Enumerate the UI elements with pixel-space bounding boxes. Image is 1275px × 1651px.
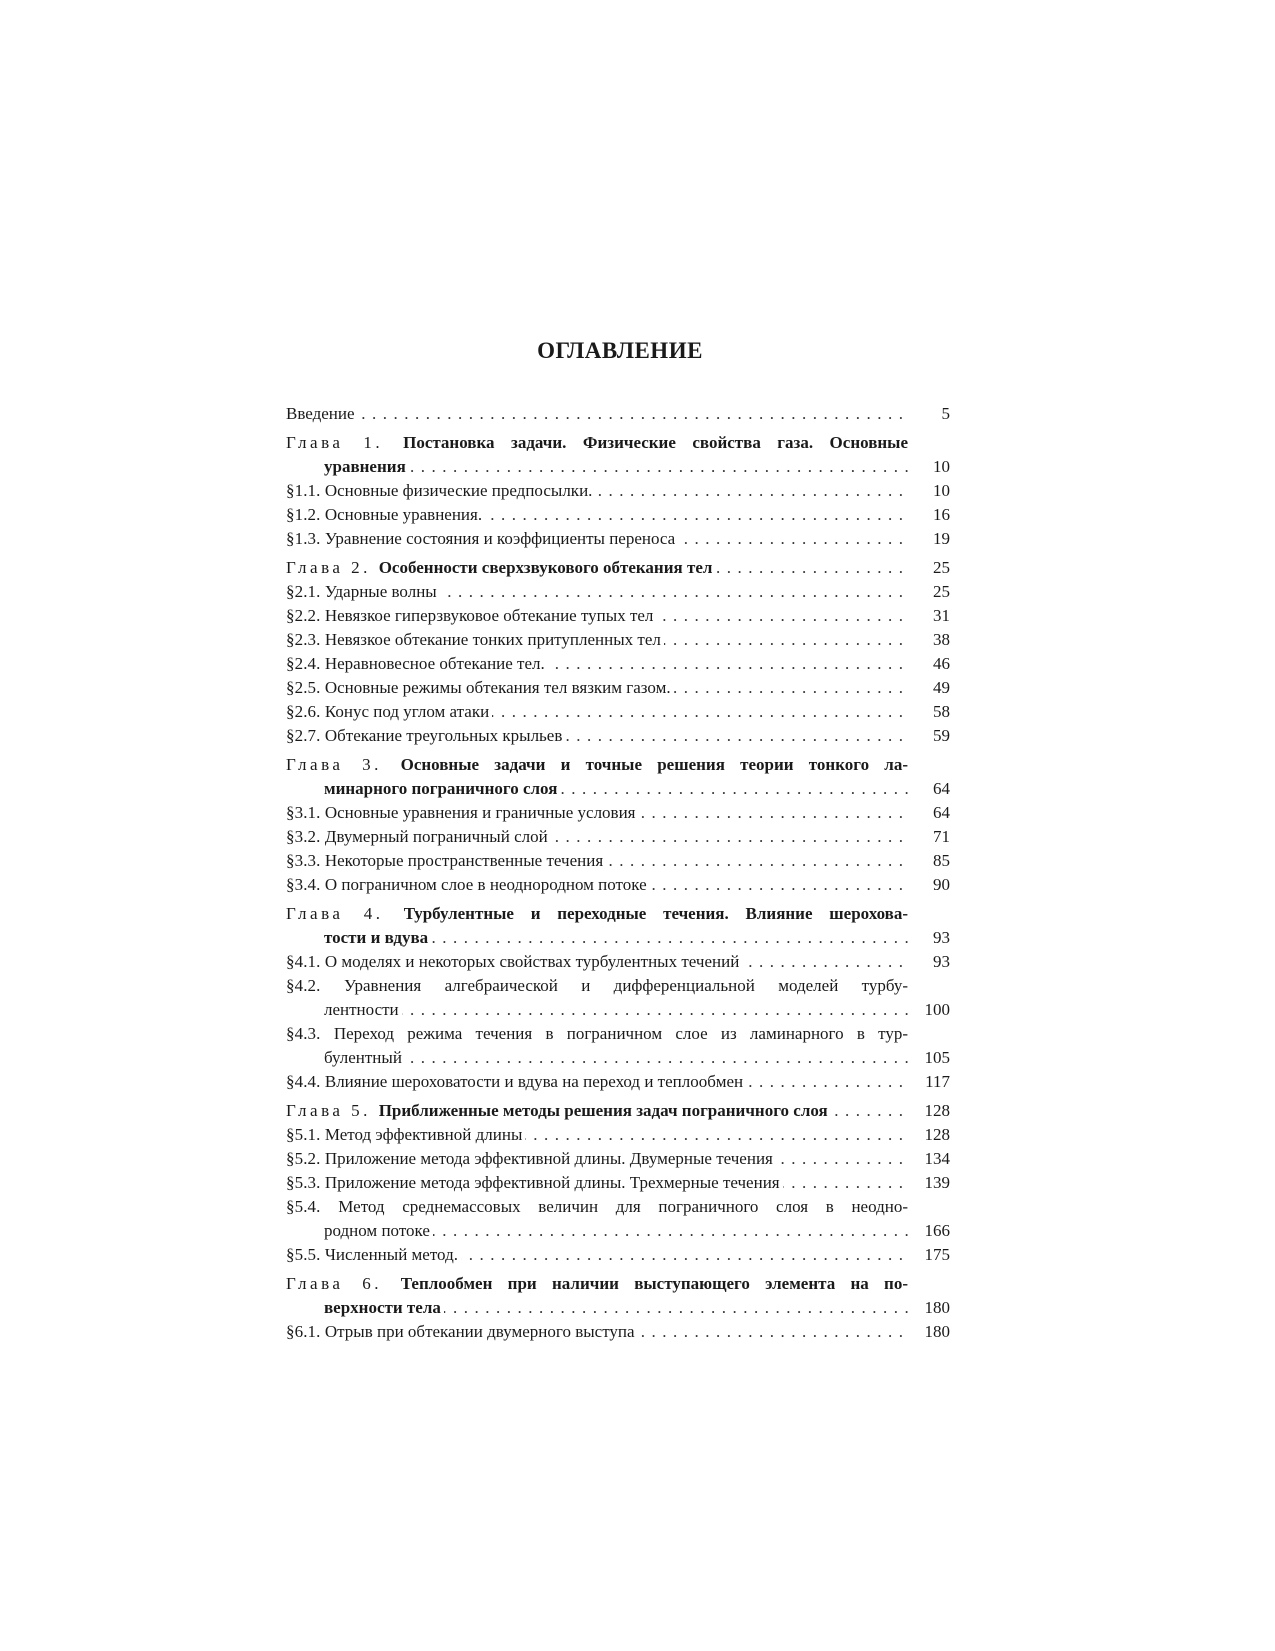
toc-section-line[interactable]: [286, 604, 950, 628]
page-number: 85: [933, 851, 950, 870]
page-number: 166: [924, 1221, 950, 1240]
toc-section-line[interactable]: [286, 479, 950, 503]
toc-chapter-line[interactable]: [286, 431, 950, 455]
section-title: Переход режима течения в пограничном слое из ламинарного в тур-: [333, 1024, 908, 1043]
toc-entry-title: [286, 1322, 638, 1341]
toc-entry-title: [286, 753, 908, 777]
toc-entry-text: [286, 431, 908, 455]
section-title-continued: родном потоке: [324, 1221, 430, 1240]
toc-entry-title: [324, 1298, 444, 1317]
toc-section-line[interactable]: [286, 950, 950, 974]
toc-entry-text: [286, 1022, 908, 1046]
chapter-title-continued: тости и вдува: [324, 928, 429, 947]
toc-entry-title: [286, 678, 674, 697]
chapter-label: Глава 1.: [286, 433, 404, 452]
toc-entry-text: [286, 724, 908, 748]
section-title: О пограничном слое в неоднородном потоке: [324, 875, 647, 894]
toc-entry-text: [286, 777, 908, 801]
page-number: 16: [933, 505, 950, 524]
page-number: 58: [933, 702, 950, 721]
section-title: Невязкое обтекание тонких притупленных тел: [324, 630, 661, 649]
toc-entry-title: [286, 726, 565, 745]
page-number: 100: [924, 1000, 950, 1019]
section-number: §3.1.: [286, 803, 325, 822]
toc-entry-text: [286, 580, 908, 604]
toc-entry-title: [286, 875, 650, 894]
chapter-title-continued: верхности тела: [324, 1298, 441, 1317]
section-title: Основные режимы обтекания тел вязким газом.: [324, 678, 671, 697]
toc-entry-text: [286, 402, 908, 426]
chapter-title-continued: минарного пограничного слоя: [324, 779, 558, 798]
toc-section-line[interactable]: [286, 700, 950, 724]
section-number: §4.3.: [286, 1024, 334, 1043]
toc-entry-title: [286, 1245, 461, 1264]
toc-entry-text: [286, 974, 908, 998]
toc-section-line[interactable]: [286, 503, 950, 527]
section-number: §1.3.: [286, 529, 325, 548]
toc-section-line[interactable]: [286, 974, 950, 998]
toc-entry-title: [286, 974, 908, 998]
page-number: 38: [933, 630, 950, 649]
toc-section-line[interactable]: [286, 1195, 950, 1219]
section-number: §4.2.: [286, 976, 344, 995]
toc-entry-title: [286, 431, 908, 455]
toc-section-line[interactable]: [286, 1320, 950, 1344]
dot-leader: [324, 1046, 908, 1070]
toc-entry-title: [324, 457, 409, 476]
chapter-label: Глава 4.: [286, 904, 404, 923]
toc-chapter-line[interactable]: [286, 1296, 950, 1320]
toc-entry-title: [286, 606, 656, 625]
toc-chapter-line[interactable]: [286, 1272, 950, 1296]
section-title: Отрыв при обтекании двумерного выступа: [324, 1322, 635, 1341]
toc-entry-text: [286, 998, 908, 1022]
section-number: §1.1.: [286, 481, 325, 500]
toc-entry-title: [286, 851, 606, 870]
section-title-continued: лентности: [324, 1000, 399, 1019]
chapter-title: Основные задачи и точные решения теории тонкого ла-: [400, 755, 908, 774]
toc-entry-title: [286, 1272, 908, 1296]
chapter-title: Особенности сверхзвукового обтекания тел: [378, 558, 713, 577]
page-number: 93: [933, 928, 950, 947]
section-title: Приложение метода эффективной длины. Трехмерные течения: [324, 1173, 780, 1192]
section-title: Конус под углом атаки: [324, 702, 490, 721]
section-title: Основные уравнения и граничные условия: [324, 803, 636, 822]
toc-section-line[interactable]: [286, 628, 950, 652]
section-number: §1.2.: [286, 505, 325, 524]
toc-entry-text: [286, 556, 908, 580]
chapter-title: Турбулентные и переходные течения. Влияние шерохова-: [403, 904, 908, 923]
toc-entry-text: [286, 1272, 908, 1296]
page-number: 105: [924, 1048, 950, 1067]
toc-section-line[interactable]: [286, 1147, 950, 1171]
chapter-label: Глава 3.: [286, 755, 401, 774]
toc-entry-title: [286, 505, 485, 524]
page-number: 128: [924, 1101, 950, 1120]
table-of-contents: [286, 402, 950, 1344]
toc-chapter-line[interactable]: [286, 1099, 950, 1123]
section-number: §2.4.: [286, 654, 325, 673]
section-number: §4.1.: [286, 952, 325, 971]
toc-entry-text: [286, 873, 908, 897]
dot-leader: [286, 402, 908, 426]
toc-entry-text: [286, 1296, 908, 1320]
chapter-title: Постановка задачи. Физические свойства газа. Основные: [403, 433, 908, 452]
toc-section-line[interactable]: [286, 825, 950, 849]
toc-entry-title: [324, 1221, 433, 1240]
toc-section-line[interactable]: [286, 1243, 950, 1267]
toc-section-line[interactable]: [286, 724, 950, 748]
toc-entry-text: [286, 1046, 908, 1070]
toc-entry-title: [286, 529, 678, 548]
section-title: Численный метод.: [324, 1245, 458, 1264]
toc-entry-title: [286, 952, 742, 971]
toc-chapter-line[interactable]: [286, 902, 950, 926]
page-number: 175: [924, 1245, 950, 1264]
section-number: §2.5.: [286, 678, 325, 697]
toc-section-line[interactable]: [286, 873, 950, 897]
section-number: §2.6.: [286, 702, 325, 721]
page-number: 93: [933, 952, 950, 971]
page-number: 128: [924, 1125, 950, 1144]
dot-leader: [324, 998, 908, 1022]
page-title: ОГЛАВЛЕНИЕ: [537, 338, 703, 363]
section-title: Основные уравнения.: [324, 505, 483, 524]
toc-entry-text: [286, 902, 908, 926]
section-number: §5.4.: [286, 1197, 339, 1216]
toc-section-line[interactable]: [286, 1123, 950, 1147]
section-number: §3.2.: [286, 827, 325, 846]
toc-entry-title: [286, 1101, 831, 1120]
toc-entry-text: [286, 1171, 908, 1195]
section-title: Метод эффективной длины: [324, 1125, 523, 1144]
toc-entry-text: [286, 1147, 908, 1171]
toc-entry-text: [286, 1123, 908, 1147]
section-title: Метод среднемассовых величин для пограничного слоя в неодно-: [338, 1197, 908, 1216]
section-title: Некоторые пространственные течения: [324, 851, 604, 870]
toc-entry-title: [286, 1149, 776, 1168]
page-number: 19: [933, 529, 950, 548]
toc-entry-text: [286, 1243, 908, 1267]
toc-section-line[interactable]: [286, 849, 950, 873]
toc-entry-text: [286, 455, 908, 479]
page-number: 117: [925, 1072, 950, 1091]
section-number: §2.1.: [286, 582, 325, 601]
toc-section-line[interactable]: [286, 801, 950, 825]
toc-entry-text: [286, 849, 908, 873]
section-number: §5.3.: [286, 1173, 325, 1192]
toc-entry-text: [286, 950, 908, 974]
section-title: Приложение метода эффективной длины. Двумерные течения: [324, 1149, 773, 1168]
toc-entry-title: [286, 827, 551, 846]
toc-section-line[interactable]: [286, 1219, 950, 1243]
chapter-label: Глава 6.: [286, 1274, 401, 1293]
page-number: 5: [941, 404, 950, 423]
toc-entry-title: [286, 1072, 746, 1091]
toc-entry-title: [324, 1048, 405, 1067]
toc-entry-text: [286, 753, 908, 777]
toc-entry-text: [286, 527, 908, 551]
section-number: §4.4.: [286, 1072, 325, 1091]
toc-entry-title: [286, 702, 492, 721]
toc-section-line[interactable]: [286, 1070, 950, 1094]
chapter-label: Глава 5.: [286, 1101, 379, 1120]
page-number: 25: [933, 558, 950, 577]
section-number: §5.5.: [286, 1245, 325, 1264]
section-title: Уравнения алгебраической и дифференциальной моделей турбу-: [343, 976, 908, 995]
section-title: Влияние шероховатости и вдува на переход и теплообмен: [324, 1072, 744, 1091]
page-number: 59: [933, 726, 950, 745]
chapter-label: Глава 2.: [286, 558, 379, 577]
section-number: §5.1.: [286, 1125, 325, 1144]
page-number: 90: [933, 875, 950, 894]
toc-entry-text: [286, 652, 908, 676]
section-title: О моделях и некоторых свойствах турбулентных течений: [324, 952, 740, 971]
chapter-title: Теплообмен при наличии выступающего элемента на по-: [400, 1274, 908, 1293]
toc-entry-title: [286, 1022, 908, 1046]
toc-entry-text: [286, 1070, 908, 1094]
toc-section-line[interactable]: [286, 527, 950, 551]
page-number: 25: [933, 582, 950, 601]
toc-entry-title: [286, 481, 595, 500]
toc-entry-text: [286, 801, 908, 825]
toc-entry-text: [286, 1219, 908, 1243]
chapter-title-continued: уравнения: [324, 457, 406, 476]
toc-entry-text: [286, 1099, 908, 1123]
section-title: Уравнение состояния и коэффициенты переноса: [324, 529, 676, 548]
toc-section-line[interactable]: [286, 580, 950, 604]
section-number: §6.1.: [286, 1322, 325, 1341]
section-number: §2.7.: [286, 726, 325, 745]
toc-entry-text: [286, 676, 908, 700]
toc-section-line[interactable]: [286, 1046, 950, 1070]
page-number: 31: [933, 606, 950, 625]
toc-entry-text: [286, 628, 908, 652]
page-number: 134: [924, 1149, 950, 1168]
toc-entry-text: [286, 700, 908, 724]
toc-chapter-line[interactable]: [286, 926, 950, 950]
section-number: §2.3.: [286, 630, 325, 649]
page-number: 180: [924, 1322, 950, 1341]
toc-chapter-line[interactable]: [286, 455, 950, 479]
page-number: 46: [933, 654, 950, 673]
dot-leader: [324, 455, 908, 479]
section-title: Основные физические предпосылки.: [324, 481, 593, 500]
toc-section-line[interactable]: [286, 1171, 950, 1195]
toc-entry-title: [286, 1125, 525, 1144]
section-title: Неравновесное обтекание тел.: [324, 654, 545, 673]
section-title: Ударные волны: [324, 582, 437, 601]
chapter-title: Приближенные методы решения задач пограничного слоя: [378, 1101, 828, 1120]
page-number: 71: [933, 827, 950, 846]
toc-chapter-line[interactable]: [286, 777, 950, 801]
toc-entry-title: [286, 558, 715, 577]
section-title: Невязкое гиперзвуковое обтекание тупых тел: [324, 606, 654, 625]
section-number: §2.2.: [286, 606, 325, 625]
toc-entry-title: [286, 630, 664, 649]
toc-entry-title: [286, 582, 440, 601]
toc-entry-line[interactable]: [286, 402, 950, 426]
toc-entry-text: [286, 1320, 908, 1344]
toc-entry-title: [324, 779, 560, 798]
page-number: 139: [924, 1173, 950, 1192]
section-title: Двумерный пограничный слой: [324, 827, 548, 846]
section-title: Обтекание треугольных крыльев: [324, 726, 563, 745]
toc-entry-text: [286, 1195, 908, 1219]
toc-entry-text: [286, 479, 908, 503]
toc-entry-title: Введение: [286, 404, 358, 423]
page-number: 180: [924, 1298, 950, 1317]
toc-entry-title: [286, 803, 639, 822]
toc-chapter-line[interactable]: [286, 753, 950, 777]
toc-entry-text: [286, 604, 908, 628]
toc-entry-title: [324, 1000, 402, 1019]
toc-entry-text: [286, 926, 908, 950]
toc-entry-text: [286, 825, 908, 849]
toc-section-line[interactable]: [286, 1022, 950, 1046]
toc-section-line[interactable]: [286, 998, 950, 1022]
page-number: 10: [933, 481, 950, 500]
toc-entry-text: [286, 503, 908, 527]
toc-section-line[interactable]: [286, 676, 950, 700]
section-number: §5.2.: [286, 1149, 325, 1168]
toc-section-line[interactable]: [286, 652, 950, 676]
section-number: §3.4.: [286, 875, 325, 894]
page-number: 49: [933, 678, 950, 697]
section-number: §3.3.: [286, 851, 325, 870]
toc-entry-title: [286, 902, 908, 926]
page-number: 10: [933, 457, 950, 476]
page-number: 64: [933, 779, 950, 798]
toc-entry-title: [286, 654, 548, 673]
page-number: 64: [933, 803, 950, 822]
toc-entry-title: [286, 1173, 783, 1192]
section-title-continued: булентный: [324, 1048, 402, 1067]
toc-chapter-line[interactable]: [286, 556, 950, 580]
toc-entry-title: [324, 928, 431, 947]
toc-entry-title: [286, 1195, 908, 1219]
